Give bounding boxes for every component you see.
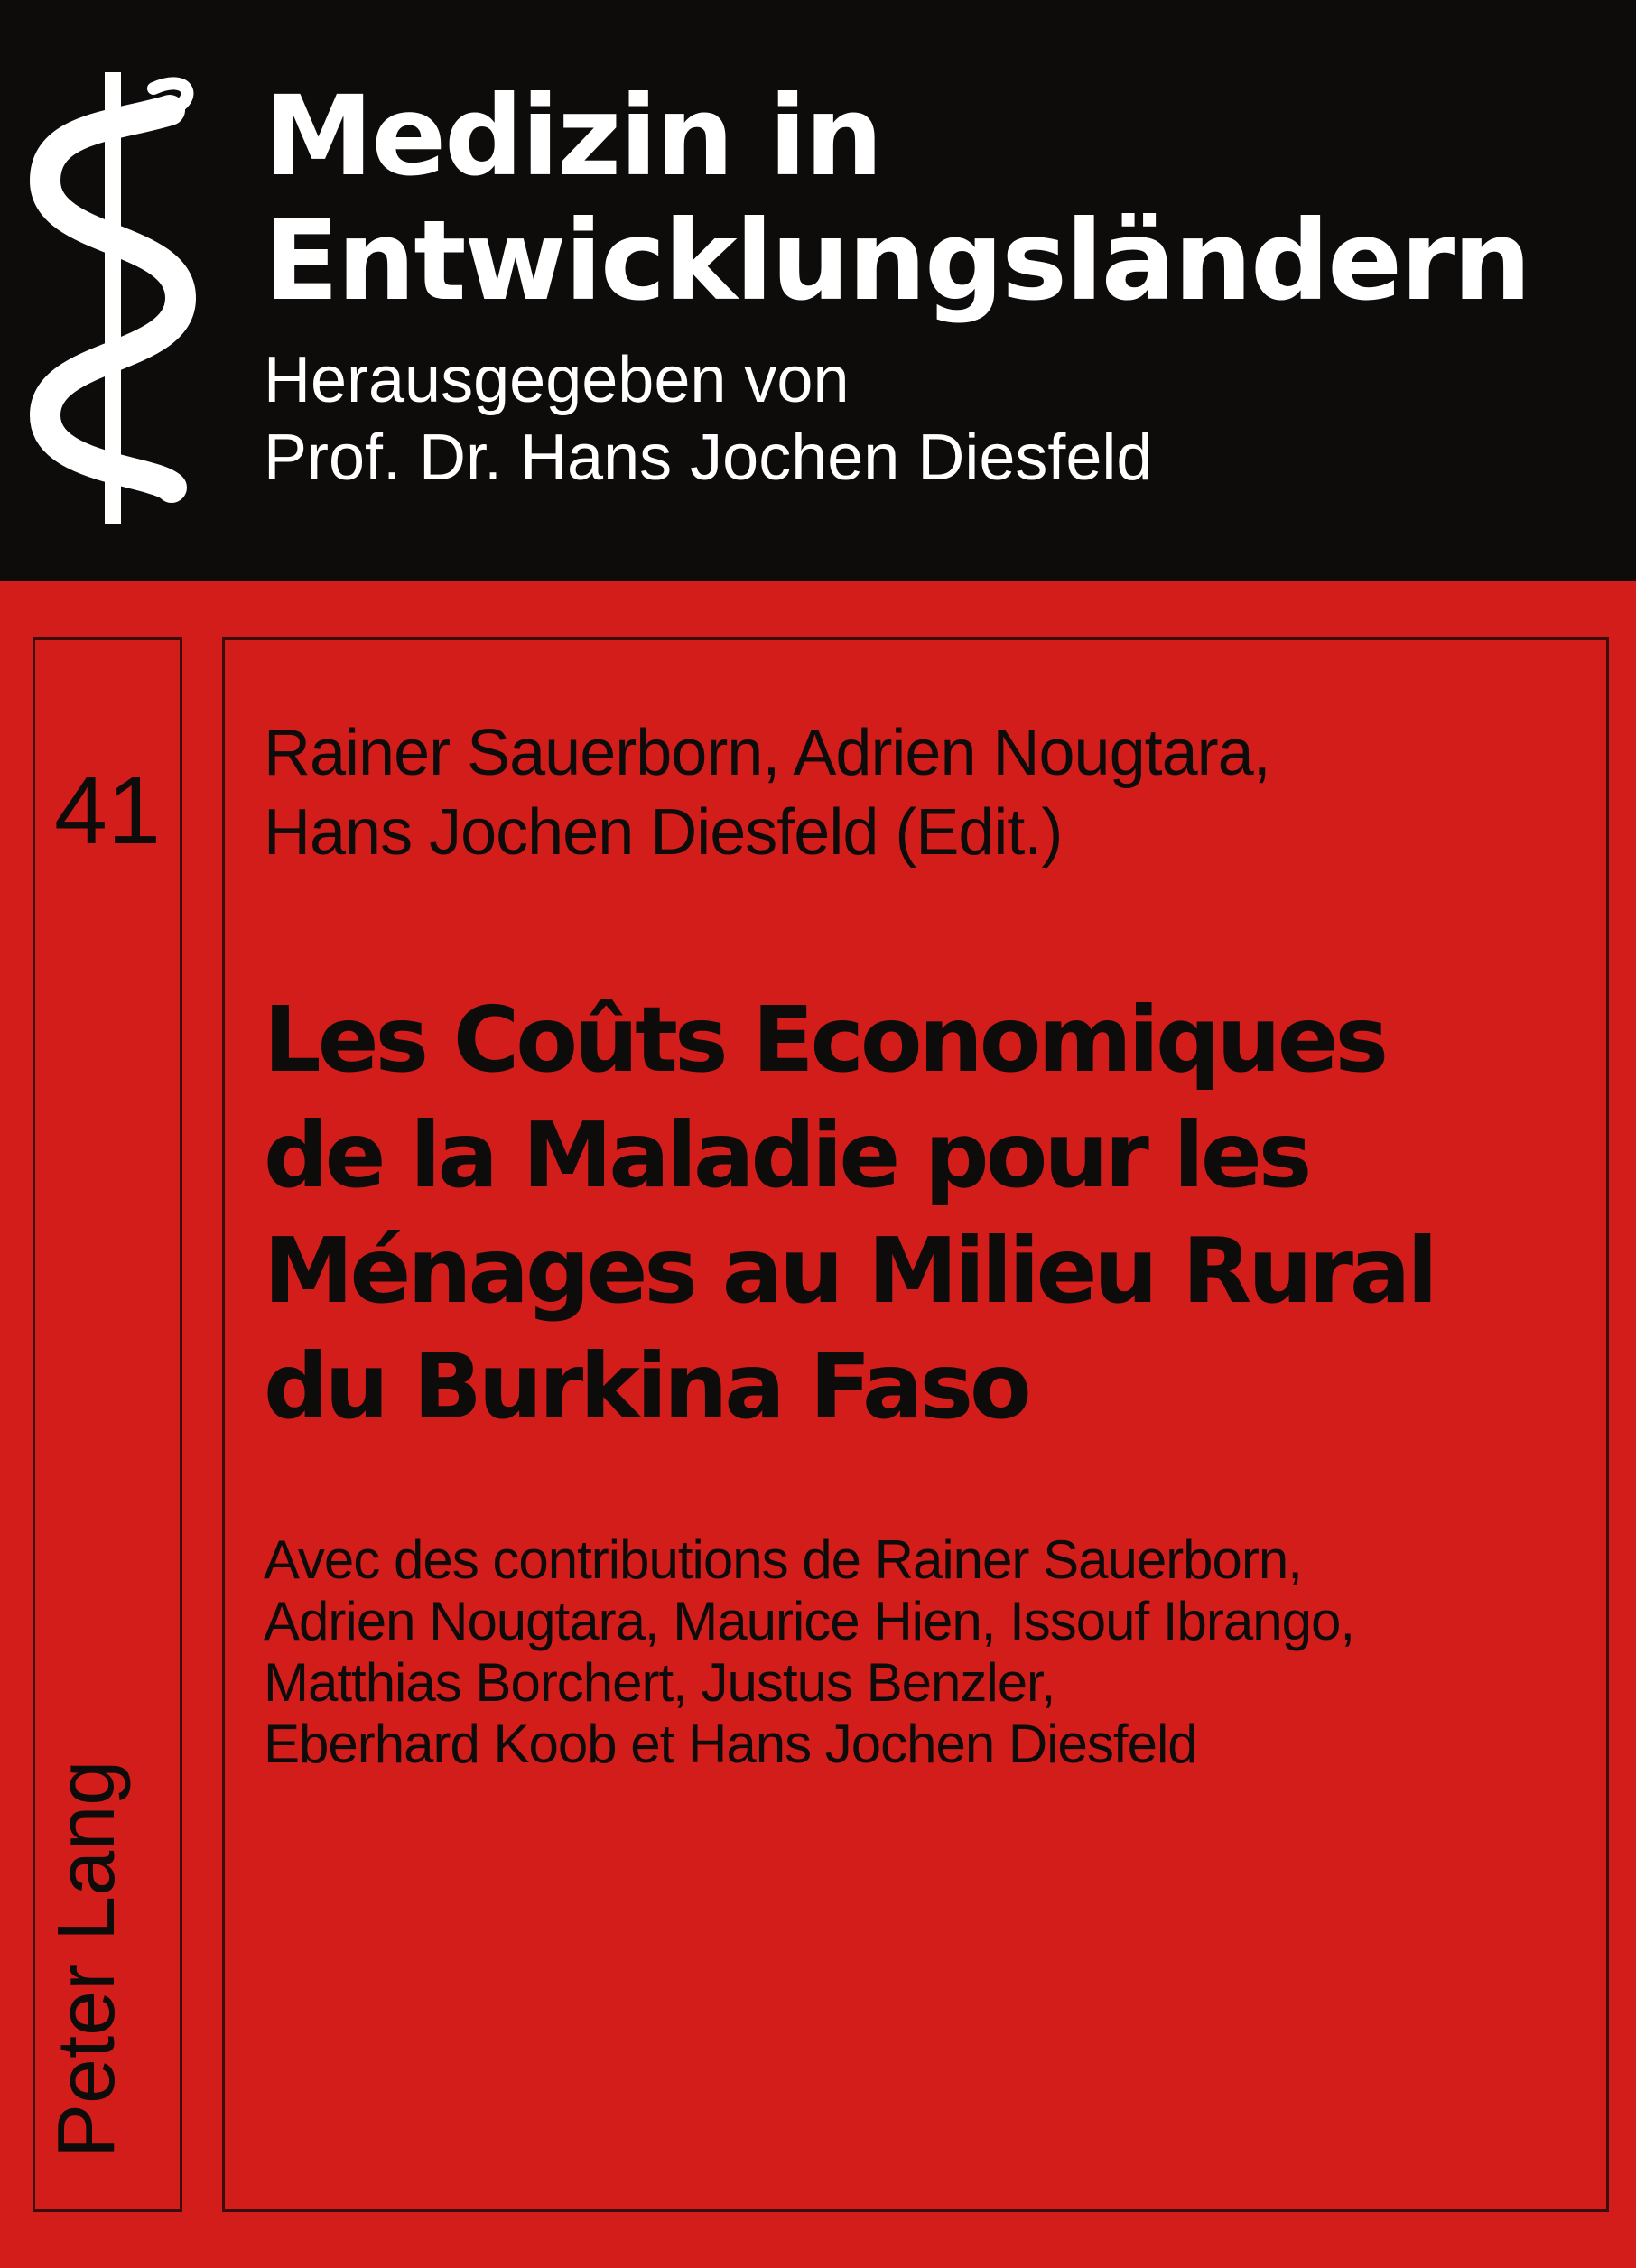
book-title-line: du Burkina Faso xyxy=(264,1334,1028,1439)
contributors-line: Adrien Nougtara, Maurice Hien, Issouf Ibrango, xyxy=(264,1591,1354,1651)
contributors xyxy=(264,1529,1354,1775)
contributors-line: Matthias Borchert, Justus Benzler, xyxy=(264,1652,1055,1713)
series-editor xyxy=(264,341,1152,497)
editors-line: Hans Jochen Diesfeld (Edit.) xyxy=(264,796,1063,869)
series-title-line: Entwicklungsländern xyxy=(264,197,1530,325)
contributors-line: Avec des contributions de Rainer Sauerborn, xyxy=(264,1529,1302,1590)
book-title xyxy=(264,982,1435,1445)
editors-line: Rainer Sauerborn, Adrien Nougtara, xyxy=(264,717,1270,789)
contributors-line: Eberhard Koob et Hans Jochen Diesfeld xyxy=(264,1714,1197,1774)
series-title xyxy=(264,74,1529,323)
book-title-line: Les Coûts Economiques xyxy=(264,987,1386,1092)
book-title-line: Ménages au Milieu Rural xyxy=(264,1218,1435,1324)
series-header-band xyxy=(0,0,1636,581)
series-editor-line: Herausgegeben von xyxy=(264,344,850,416)
book-title-line: de la Maladie pour les xyxy=(264,1102,1309,1208)
series-title-line: Medizin in xyxy=(264,72,882,200)
book-editors xyxy=(264,713,1270,872)
publisher-name: Peter Lang xyxy=(42,1760,132,2158)
staff-of-asclepius-icon xyxy=(18,63,208,533)
volume-number: 41 xyxy=(54,758,161,864)
series-editor-line: Prof. Dr. Hans Jochen Diesfeld xyxy=(264,422,1153,494)
